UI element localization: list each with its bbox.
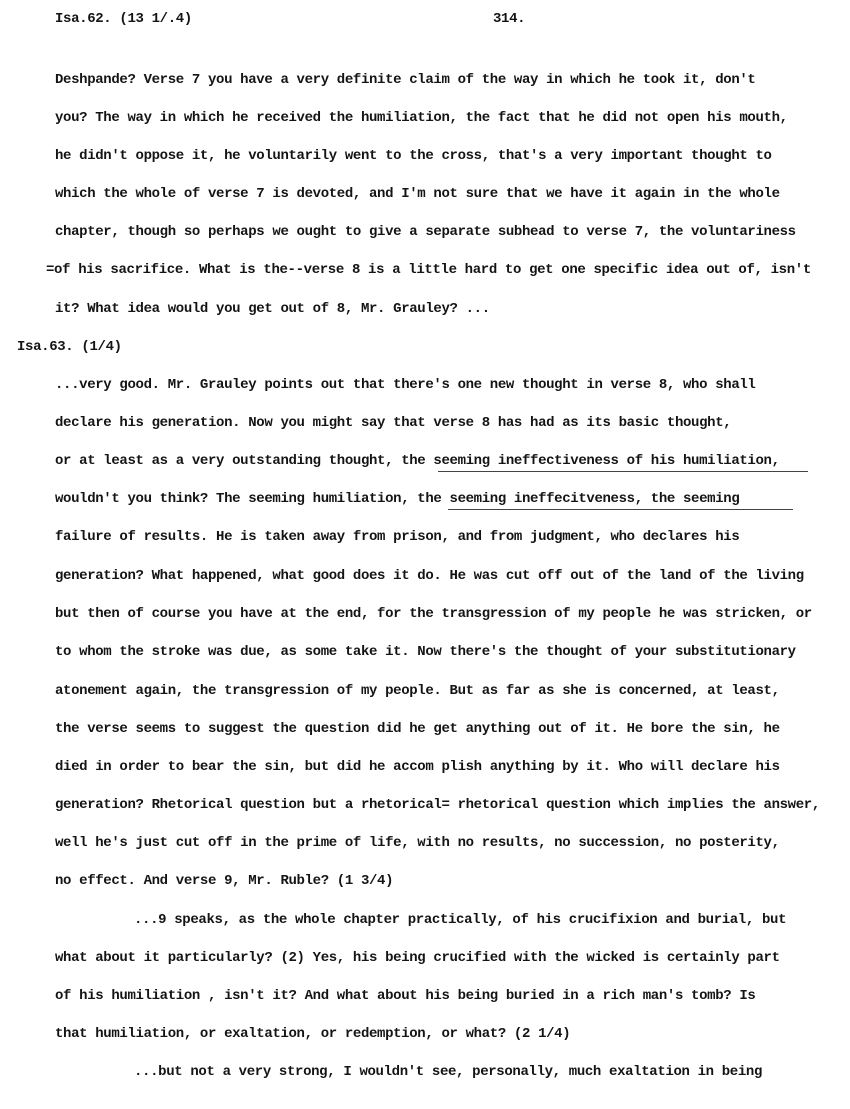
text-line: well he's just cut off in the prime of life, with no results, no succession, no posterity,	[55, 835, 780, 851]
text-line: what about it particularly? (2) Yes, his being crucified with the wicked is certainly part	[55, 950, 780, 966]
text-line: generation? What happened, what good does it do. He was cut off out of the land of the living	[55, 568, 804, 584]
handwritten-underline	[448, 509, 793, 510]
text-line: failure of results. He is taken away from prison, and from judgment, who declares his	[55, 529, 740, 545]
section-marker: Isa.63. (1/4)	[17, 339, 122, 355]
text-line: ...but not a very strong, I wouldn't see, personally, much exaltation in being	[134, 1064, 763, 1080]
text-line: declare his generation. Now you might say that verse 8 has had as its basic thought,	[55, 415, 732, 431]
page-header-reference: Isa.62. (13 1/.4)	[55, 11, 192, 27]
text-line: generation? Rhetorical question but a rhetorical= rhetorical question which implies the answer,	[55, 797, 820, 813]
text-line: =of his sacrifice. What is the--verse 8 is a little hard to get one specific idea out of, isn't	[46, 262, 811, 278]
text-line: atonement again, the transgression of my people. But as far as she is concerned, at least,	[55, 683, 780, 699]
text-line: wouldn't you think? The seeming humiliation, the seeming ineffecitveness, the seeming	[55, 491, 740, 507]
text-line: chapter, though so perhaps we ought to give a separate subhead to verse 7, the voluntariness	[55, 224, 796, 240]
text-line: but then of course you have at the end, for the transgression of my people he was stricken, or	[55, 606, 812, 622]
text-line: it? What idea would you get out of 8, Mr. Grauley? ...	[55, 301, 490, 317]
text-line: which the whole of verse 7 is devoted, and I'm not sure that we have it again in the whole	[55, 186, 780, 202]
text-line: or at least as a very outstanding thought, the seeming ineffectiveness of his humiliation,	[55, 453, 780, 469]
text-line: ...9 speaks, as the whole chapter practically, of his crucifixion and burial, but	[134, 912, 787, 928]
text-line: the verse seems to suggest the question did he get anything out of it. He bore the sin, he	[55, 721, 780, 737]
text-line: that humiliation, or exaltation, or redemption, or what? (2 1/4)	[55, 1026, 571, 1042]
text-line: ...very good. Mr. Grauley points out that there's one new thought in verse 8, who shall	[55, 377, 756, 393]
text-line: Deshpande? Verse 7 you have a very definite claim of the way in which he took it, don't	[55, 72, 756, 88]
text-line: you? The way in which he received the humiliation, the fact that he did not open his mouth,	[55, 110, 788, 126]
text-line: he didn't oppose it, he voluntarily went to the cross, that's a very important thought to	[55, 148, 772, 164]
text-line: to whom the stroke was due, as some take it. Now there's the thought of your substitutionary	[55, 644, 796, 660]
text-line: no effect. And verse 9, Mr. Ruble? (1 3/4)	[55, 873, 394, 889]
handwritten-underline	[438, 471, 808, 472]
text-line: of his humiliation , isn't it? And what about his being buried in a rich man's tomb? Is	[55, 988, 756, 1004]
text-line: died in order to bear the sin, but did he accom plish anything by it. Who will declare his	[55, 759, 780, 775]
page-number: 314.	[493, 11, 526, 27]
